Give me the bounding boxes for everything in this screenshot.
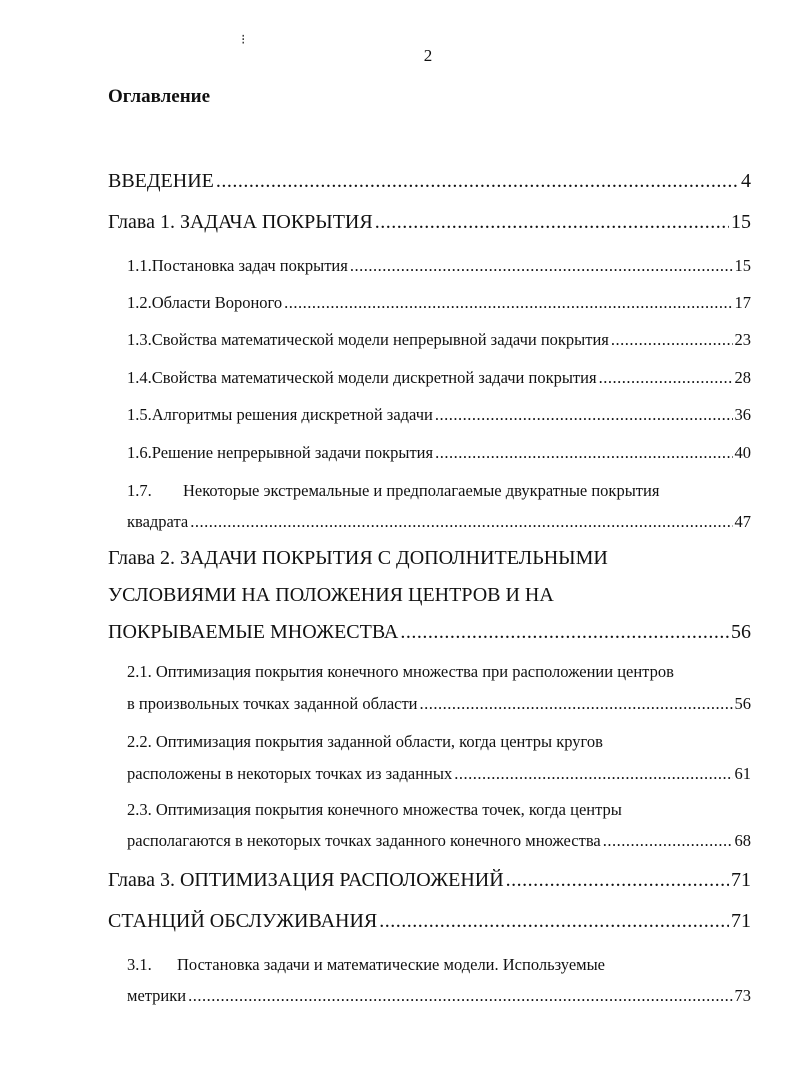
toc-entry-label: Свойства математической модели дискретной задачи покрытия	[151, 368, 597, 387]
toc-entry-2-1-line-1[interactable]: 2.1. Оптимизация покрытия конечного множества при расположении центров	[127, 662, 674, 681]
dot-leader	[284, 293, 732, 313]
toc-entry-label: Свойства математической модели непрерывной задачи покрытия	[151, 330, 609, 349]
section-number: 1.7.	[127, 481, 152, 500]
toc-entry-2-2[interactable]	[127, 764, 751, 784]
toc-page-number: 56	[731, 621, 751, 643]
toc-entry-label: СТАНЦИЙ ОБСЛУЖИВАНИЯ	[108, 910, 378, 932]
toc-entry-label: Области Вороного	[151, 293, 283, 312]
dot-leader	[400, 621, 729, 644]
dot-leader	[506, 869, 729, 892]
section-number: 3.1.	[127, 955, 152, 974]
toc-page-number: 61	[734, 764, 751, 783]
toc-page-number: 15	[731, 211, 751, 233]
dot-leader	[375, 211, 729, 234]
toc-entry-1-5[interactable]	[127, 405, 751, 425]
toc-entry-chapter-2[interactable]	[108, 621, 751, 644]
toc-entry-1-6[interactable]	[127, 443, 751, 463]
toc-page-number: 47	[734, 512, 751, 531]
toc-entry-label: располагаются в некоторых точках заданного конечного множества	[127, 831, 601, 850]
toc-entry-chapter-3[interactable]	[108, 869, 751, 892]
toc-entry-label: ВВЕДЕНИЕ	[108, 170, 214, 192]
toc-page-number: 28	[734, 368, 751, 387]
toc-entry-3-1[interactable]	[127, 986, 751, 1006]
toc-entry-1-7-continued[interactable]	[127, 512, 751, 532]
dot-leader	[611, 330, 733, 350]
dot-leader	[188, 986, 732, 1006]
toc-entry-1-7[interactable]	[127, 481, 659, 501]
toc-entry-label: квадрата	[127, 512, 189, 531]
toc-entry-3-1-line-1[interactable]	[127, 955, 605, 975]
toc-page-number: 17	[734, 293, 751, 312]
toc-entry-2-1[interactable]	[127, 694, 751, 714]
toc-title: Оглавление	[108, 86, 211, 107]
dot-leader	[216, 170, 739, 193]
dot-leader	[435, 405, 733, 425]
toc-page-number: 71	[731, 869, 751, 891]
toc-page-number: 36	[734, 405, 751, 424]
page-number: 2	[423, 46, 433, 65]
toc-entry-label: Постановка задачи и математические модели. Используемые	[177, 955, 605, 974]
toc-entry-chapter-3-continued[interactable]	[108, 910, 751, 933]
toc-page-number: 56	[734, 694, 751, 713]
toc-page-number: 71	[731, 910, 751, 932]
toc-entry-label: в произвольных точках заданной области	[127, 694, 418, 713]
section-number: 1.1.	[127, 256, 152, 275]
toc-entry-intro[interactable]	[108, 170, 751, 193]
dot-leader	[435, 443, 732, 463]
toc-page-number: 4	[741, 170, 751, 192]
toc-entry-label: Некоторые экстремальные и предполагаемые двукратные покрытия	[183, 481, 660, 500]
dot-leader	[454, 764, 732, 784]
dot-leader	[350, 256, 733, 276]
toc-entry-label: Глава 3. ОПТИМИЗАЦИЯ РАСПОЛОЖЕНИЙ	[108, 869, 504, 891]
toc-entry-chapter-2-line-1[interactable]: Глава 2. ЗАДАЧИ ПОКРЫТИЯ С ДОПОЛНИТЕЛЬНЫМИ	[108, 547, 608, 569]
toc-entry-label: расположены в некоторых точках из заданных	[127, 764, 453, 783]
toc-entry-1-2[interactable]	[127, 293, 751, 313]
toc-page-number: 23	[734, 330, 751, 349]
toc-entry-chapter-2-line-2[interactable]: УСЛОВИЯМИ НА ПОЛОЖЕНИЯ ЦЕНТРОВ И НА	[108, 584, 554, 606]
dot-leader	[603, 831, 733, 851]
dot-leader	[420, 694, 733, 714]
toc-entry-label: метрики	[127, 986, 187, 1005]
toc-page-number: 15	[734, 256, 751, 275]
scan-artifact: ⁝	[241, 33, 246, 48]
section-number: 1.4.	[127, 368, 152, 387]
toc-entry-2-3-line-1[interactable]: 2.3. Оптимизация покрытия конечного множества точек, когда центры	[127, 800, 622, 819]
dot-leader	[599, 368, 733, 388]
section-number: 1.2.	[127, 293, 152, 312]
toc-entry-label: Глава 1. ЗАДАЧА ПОКРЫТИЯ	[108, 211, 373, 233]
toc-entry-label: ПОКРЫВАЕМЫЕ МНОЖЕСТВА	[108, 621, 399, 643]
toc-entry-label: Постановка задач покрытия	[151, 256, 348, 275]
toc-page-number: 73	[734, 986, 751, 1005]
toc-entry-1-3[interactable]	[127, 330, 751, 350]
section-number: 1.5.	[127, 405, 152, 424]
toc-page-number: 68	[734, 831, 751, 850]
section-number: 1.6.	[127, 443, 152, 462]
toc-entry-1-1[interactable]	[127, 256, 751, 276]
dot-leader	[190, 512, 732, 532]
toc-entry-1-4[interactable]	[127, 368, 751, 388]
toc-entry-2-3[interactable]	[127, 831, 751, 851]
toc-page-number: 40	[734, 443, 751, 462]
dot-leader	[379, 910, 729, 933]
toc-entry-label: Решение непрерывной задачи покрытия	[151, 443, 434, 462]
toc-entry-2-2-line-1[interactable]: 2.2. Оптимизация покрытия заданной области, когда центры кругов	[127, 732, 603, 751]
section-number: 1.3.	[127, 330, 152, 349]
toc-entry-label: Алгоритмы решения дискретной задачи	[151, 405, 433, 424]
toc-entry-chapter-1[interactable]	[108, 211, 751, 234]
